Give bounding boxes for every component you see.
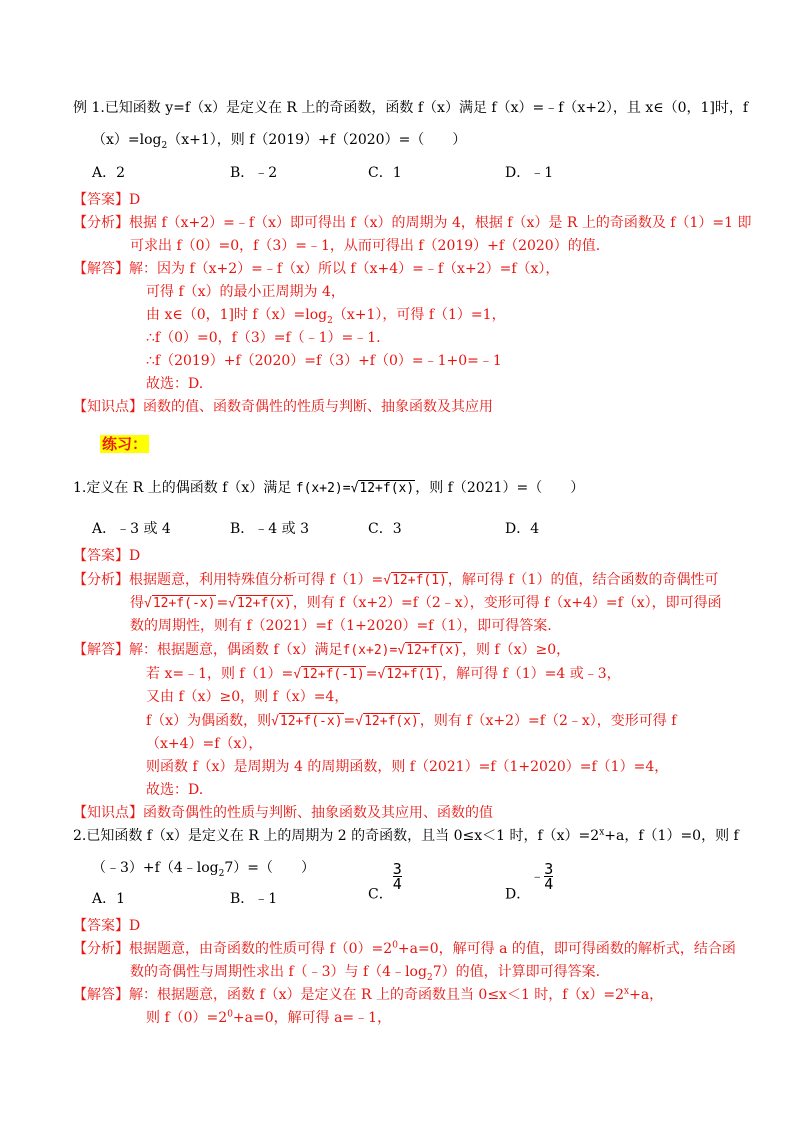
p1-solution-6: 则函数 f（x）是周期为 4 的周期函数，则 f（2021）=f（1+2020）=f（1）=4， bbox=[146, 759, 669, 775]
radicand: 12+f(x) bbox=[364, 714, 419, 729]
p1-analysis-2 bbox=[130, 593, 722, 614]
example-solution-4: ∴f（0）=0，f（3）=f（﹣1）=﹣1. bbox=[146, 330, 381, 346]
p1-knowledge-point bbox=[73, 803, 493, 823]
radicand: 12+f(1) bbox=[386, 667, 442, 682]
text-frag: 解：根据题意，偶函数 f（x）满足 bbox=[129, 642, 343, 658]
analysis-tag: 【分析】 bbox=[73, 941, 129, 957]
text-frag: （x+1），则 f（2019）+f（2020）=（ ） bbox=[167, 132, 467, 148]
numerator: 3 bbox=[544, 860, 554, 878]
example-option-c: C．1 bbox=[368, 165, 402, 181]
answer-tag: 【答案】 bbox=[73, 192, 129, 208]
text-frag: +a，f（1）=0，则 f bbox=[604, 828, 739, 844]
p2-option-d bbox=[505, 862, 553, 904]
kp-tag: 【知识点】 bbox=[73, 399, 143, 415]
example-solution-5: ∴f（2019）+f（2020）=f（3）+f（0）=﹣1+0=﹣1 bbox=[146, 353, 502, 369]
text-frag: 7）=（ ） bbox=[224, 860, 315, 876]
subscript: 2 bbox=[426, 972, 433, 983]
example-option-d: D．﹣1 bbox=[505, 165, 554, 181]
p2-solution-2 bbox=[146, 1008, 391, 1028]
text-frag: ，解可得 f（1）的值，结合函数的奇偶性可 bbox=[447, 572, 719, 588]
sqrt-expr: √12+f(x) bbox=[228, 596, 292, 611]
p2-option-b: B．﹣1 bbox=[230, 891, 278, 907]
example-question-line-2 bbox=[92, 130, 466, 150]
p2-analysis-2 bbox=[130, 962, 600, 982]
equation: f(x+2)=√12+f(x) bbox=[342, 643, 461, 658]
p1-option-b: B．﹣4 或 3 bbox=[230, 521, 310, 537]
sqrt-expr: √12+f(1) bbox=[377, 667, 442, 682]
text-frag: ，则 f（2021）=（ ） bbox=[415, 480, 585, 496]
fraction bbox=[544, 862, 553, 891]
p1-solution-7: 故选：D. bbox=[146, 782, 204, 798]
text-frag: 7）的值，计算即可得答案. bbox=[432, 964, 601, 980]
sqrt-expr: √12+f(-x) bbox=[144, 596, 216, 611]
superscript: 0 bbox=[227, 1009, 233, 1020]
answer-tag: 【答案】 bbox=[73, 548, 129, 564]
text-frag: ，解可得 f（1）=4 或﹣3， bbox=[442, 666, 621, 682]
example-option-a: A．2 bbox=[92, 165, 126, 181]
text-frag: 若 x=﹣1，则 f（1）= bbox=[146, 666, 294, 682]
text-frag: ，则 f（x）≥0， bbox=[461, 642, 571, 658]
analysis-tag: 【分析】 bbox=[73, 572, 129, 588]
p1-option-c: C．3 bbox=[368, 521, 402, 537]
radicand: 12+f(x) bbox=[237, 596, 292, 611]
text-frag: 函数奇偶性的性质与判断、抽象函数及其应用、函数的值 bbox=[143, 805, 493, 821]
text-frag: 则 f（0）=2 bbox=[146, 1010, 228, 1026]
p2-option-c bbox=[368, 862, 402, 904]
denominator: 4 bbox=[392, 875, 402, 893]
p2-question-line-2 bbox=[92, 858, 315, 878]
equals: = bbox=[365, 666, 378, 682]
text-frag: 根据题意，由奇函数的性质可得 f（0）=2 bbox=[129, 941, 393, 957]
minus-sign: ﹣ bbox=[530, 868, 545, 885]
radicand: 12+f(-1) bbox=[302, 667, 365, 682]
subscript: 2 bbox=[161, 140, 168, 151]
example-analysis-2: 可求出 f（0）=0，f（3）=﹣1，从而可得出 f（2019）+f（2020）的值. bbox=[130, 238, 601, 254]
p1-option-a: A．﹣3 或 4 bbox=[92, 521, 171, 537]
p2-answer bbox=[73, 916, 140, 936]
solution-tag: 【解答】 bbox=[73, 642, 129, 658]
answer-value: D bbox=[129, 192, 141, 208]
superscript: 0 bbox=[392, 940, 398, 951]
text-frag: 数的奇偶性与周期性求出 f（﹣3）与 f（4﹣log bbox=[130, 964, 427, 980]
solution-tag: 【解答】 bbox=[73, 987, 129, 1003]
text-frag: 函数的值、函数奇偶性的性质与判断、抽象函数及其应用 bbox=[143, 399, 493, 415]
text-frag: +a=0，解可得 a=﹣1， bbox=[232, 1010, 392, 1026]
text-frag: （x）=log bbox=[92, 132, 162, 148]
sqrt-expr: √12+f(-1) bbox=[293, 667, 365, 682]
text-frag: 由 x∈（0，1]时 f（x）=log bbox=[146, 307, 328, 323]
example-solution-2: 可得 f（x）的最小正周期为 4， bbox=[146, 284, 345, 300]
numerator: 3 bbox=[392, 860, 402, 878]
p2-solution-1 bbox=[73, 985, 663, 1005]
p1-answer bbox=[73, 546, 140, 566]
radicand: 12+f(-x) bbox=[279, 714, 343, 729]
option-label: D． bbox=[505, 886, 531, 903]
text-frag: 1.定义在 R 上的偶函数 f（x）满足 bbox=[73, 480, 292, 496]
kp-tag: 【知识点】 bbox=[73, 805, 143, 821]
radicand: 12+f(x) bbox=[406, 643, 461, 658]
p1-question bbox=[73, 478, 584, 499]
radicand: 12+f(-x) bbox=[152, 596, 216, 611]
p1-solution-2 bbox=[146, 664, 621, 685]
p2-analysis-1 bbox=[73, 939, 736, 959]
p1-solution-1 bbox=[73, 640, 570, 661]
eq-left: f(x+2)= bbox=[295, 481, 351, 496]
option-label: C． bbox=[368, 886, 393, 903]
text-frag: 根据 f（x+2）=﹣f（x）即可得出 f（x）的周期为 4，根据 f（x）是 R 上的奇函数及 f（1）=1 即 bbox=[129, 215, 752, 231]
p1-analysis-3: 数的周期性，则有 f（2021）=f（1+2020）=f（1），即可得答案. bbox=[130, 618, 552, 634]
equals: = bbox=[216, 595, 229, 611]
example-answer bbox=[73, 190, 140, 210]
p1-option-d: D．4 bbox=[505, 521, 540, 537]
text-frag: +a， bbox=[629, 987, 664, 1003]
example-knowledge-point bbox=[73, 397, 493, 417]
analysis-tag: 【分析】 bbox=[73, 215, 129, 231]
text-frag: （﹣3）+f（4﹣log bbox=[92, 860, 219, 876]
p2-question-line-1 bbox=[73, 826, 739, 846]
p1-solution-3: 又由 f（x）≥0，则 f（x）=4， bbox=[146, 689, 349, 705]
sqrt-expr: √12+f(1) bbox=[383, 573, 447, 588]
p1-analysis-1 bbox=[73, 570, 718, 591]
example-solution-3 bbox=[146, 305, 506, 325]
p1-solution-5: （x+4）=f（x）， bbox=[146, 736, 263, 752]
practice-label bbox=[100, 434, 149, 454]
fraction bbox=[393, 862, 402, 891]
text-frag: ，则有 f（x+2）=f（2﹣x），变形可得 f bbox=[419, 713, 677, 729]
example-solution-1 bbox=[73, 259, 559, 279]
p1-solution-4 bbox=[146, 711, 676, 732]
text-frag: 根据题意，利用特殊值分析可得 f（1）= bbox=[129, 572, 384, 588]
radicand: 12+f(x) bbox=[359, 481, 415, 496]
practice-label-text: 练习： bbox=[102, 435, 148, 453]
answer-value: D bbox=[129, 548, 141, 564]
denominator: 4 bbox=[544, 875, 554, 893]
text-frag: 解：因为 f（x+2）=﹣f（x）所以 f（x+4）=﹣f（x+2）=f（x）， bbox=[129, 261, 560, 277]
answer-value: D bbox=[129, 918, 141, 934]
text-frag: 解：根据题意，函数 f（x）是定义在 R 上的奇函数且当 0≤x＜1 时，f（x）=2 bbox=[129, 987, 625, 1003]
equals: = bbox=[343, 713, 356, 729]
subscript: 2 bbox=[218, 868, 225, 879]
sqrt-expr: √12+f(-x) bbox=[271, 714, 343, 729]
eq-left: f(x+2)= bbox=[342, 643, 398, 658]
sqrt-expr: √12+f(x) bbox=[355, 714, 419, 729]
example-option-b: B．﹣2 bbox=[230, 165, 278, 181]
text-frag: 2.已知函数 f（x）是定义在 R 上的周期为 2 的奇函数，且当 0≤x＜1 时，f（x）=2 bbox=[73, 828, 600, 844]
superscript: x bbox=[599, 827, 605, 838]
equation: f(x+2)=√12+f(x) bbox=[295, 481, 415, 496]
answer-tag: 【答案】 bbox=[73, 918, 129, 934]
text-frag: ，则有 f（x+2）=f（2﹣x），变形可得 f（x+4）=f（x），即可得函 bbox=[292, 595, 722, 611]
text-frag: +a=0，解可得 a 的值，即可得函数的解析式，结合函 bbox=[397, 941, 736, 957]
solution-tag: 【解答】 bbox=[73, 261, 129, 277]
superscript: x bbox=[624, 986, 630, 997]
example-analysis-1 bbox=[73, 213, 751, 233]
text-frag: 得 bbox=[130, 595, 144, 611]
text-frag: f（x）为偶函数，则 bbox=[146, 713, 272, 729]
subscript: 2 bbox=[327, 315, 333, 326]
p2-option-a: A．1 bbox=[92, 891, 126, 907]
example-question-line-1: 例 1.已知函数 y=f（x）是定义在 R 上的奇函数，函数 f（x）满足 f（x）=﹣f（x+2），且 x∈（0，1]时，f bbox=[73, 100, 749, 116]
radicand: 12+f(1) bbox=[392, 573, 447, 588]
text-frag: （x+1），可得 f（1）=1， bbox=[332, 307, 506, 323]
example-solution-6: 故选：D. bbox=[146, 376, 204, 392]
